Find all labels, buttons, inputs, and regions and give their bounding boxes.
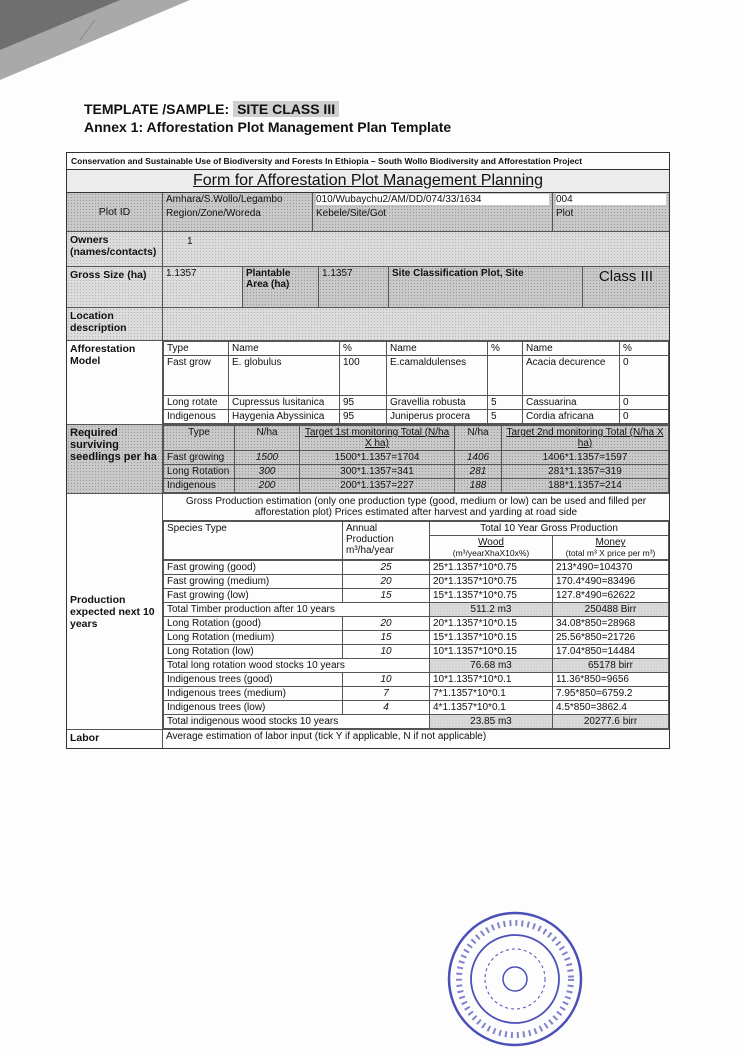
production-cell: 20*1.1357*10*0.15 <box>430 617 553 631</box>
labor-label: Labor <box>67 730 163 748</box>
location-label: Location description <box>67 308 163 340</box>
model-cell: 5 <box>488 396 523 410</box>
model-row <box>164 356 669 396</box>
gross-value: 1.1357 <box>163 267 243 307</box>
plot-code-cell <box>313 193 553 231</box>
production-row-item <box>164 673 669 687</box>
site-class-tag: SITE CLASS III <box>233 101 339 117</box>
location-value <box>163 308 669 340</box>
production-cell: 4.5*850=3862.4 <box>553 701 669 715</box>
production-cell: 20 <box>343 575 430 589</box>
model-cell: Acacia decurence <box>523 356 620 396</box>
production-cell: 15*1.1357*10*0.75 <box>430 589 553 603</box>
model-cell: Gravellia robusta <box>387 396 488 410</box>
model-table <box>163 341 669 424</box>
model-cell: Cupressus lusitanica <box>229 396 340 410</box>
seedling-cell: 300*1.1357=341 <box>300 465 455 479</box>
prod-header-wood-cell <box>430 536 553 560</box>
production-note: Gross Production estimation (only one production type (good, medium or low) can be used and filled per afforestation plot) Prices estimated after harvest and yarding at road side <box>163 494 669 521</box>
seedling-row <box>164 451 669 465</box>
seedling-header: Target 2nd monitoring Total (N/ha X ha) <box>502 426 669 451</box>
seedlings-row <box>67 425 669 494</box>
gross-label: Gross Size (ha) <box>67 267 163 307</box>
production-cell: 34.08*850=28968 <box>553 617 669 631</box>
production-cell: Fast growing (low) <box>164 589 343 603</box>
site-class-label: Site Classification Plot, Site <box>389 267 583 307</box>
model-header: Name <box>229 342 340 356</box>
production-cell: 15 <box>343 589 430 603</box>
project-line: Conservation and Sustainable Use of Biodiversity and Forests In Ethiopia – South Wollo Biodiversity and Afforestation Project <box>67 153 669 170</box>
owners-value: 1 <box>187 236 193 247</box>
production-cell: Fast growing (medium) <box>164 575 343 589</box>
afforestation-label: Afforestation Model <box>67 341 163 424</box>
seedling-cell: 188*1.1357=214 <box>502 479 669 493</box>
prod-header-money: Money <box>595 537 626 548</box>
production-cell: 23.85 m3 <box>430 715 553 729</box>
production-cell: 7*1.1357*10*0.1 <box>430 687 553 701</box>
production-cell: 25 <box>343 561 430 575</box>
production-header-row <box>164 522 669 536</box>
production-cell: 7 <box>343 687 430 701</box>
production-cell: 250488 Birr <box>553 603 669 617</box>
seedling-cell: 1500*1.1357=1704 <box>300 451 455 465</box>
production-cell: Long Rotation (good) <box>164 617 343 631</box>
production-cell: Indigenous trees (low) <box>164 701 343 715</box>
labor-row <box>67 730 669 748</box>
model-cell: Cordia africana <box>523 410 620 424</box>
production-row-item <box>164 575 669 589</box>
production-row <box>67 494 669 730</box>
region-cell <box>163 193 313 231</box>
production-row-item <box>164 617 669 631</box>
production-cell: Indigenous trees (medium) <box>164 687 343 701</box>
plantable-value: 1.1357 <box>319 267 389 307</box>
official-stamp-seal <box>440 904 590 1054</box>
prod-header-money-unit: (total m³ X price per m³) <box>565 548 656 558</box>
production-cell: 25*1.1357*10*0.75 <box>430 561 553 575</box>
page-header <box>84 100 451 136</box>
prod-header-money-cell <box>553 536 669 560</box>
production-row-item <box>164 645 669 659</box>
seedling-header: N/ha <box>235 426 300 451</box>
seedling-row <box>164 465 669 479</box>
production-cell: 4*1.1357*10*0.1 <box>430 701 553 715</box>
location-row <box>67 308 669 341</box>
model-cell: 0 <box>620 396 669 410</box>
kebele-label: Kebele/Site/Got <box>316 208 387 219</box>
production-cell: Long Rotation (medium) <box>164 631 343 645</box>
model-cell: 0 <box>620 410 669 424</box>
model-cell <box>488 356 523 396</box>
production-cell: 213*490=104370 <box>553 561 669 575</box>
model-header: % <box>620 342 669 356</box>
seedlings-label: Required surviving seedlings per ha <box>67 425 163 493</box>
production-cell: Long Rotation (low) <box>164 645 343 659</box>
prod-header-total: Total 10 Year Gross Production <box>430 522 669 536</box>
production-cell: 10 <box>343 673 430 687</box>
owners-label: Owners (names/contacts) <box>67 232 163 266</box>
production-label-cell <box>67 494 163 729</box>
production-label: Production expected next 10 years <box>70 593 155 630</box>
site-class-value: Class III <box>583 267 669 307</box>
seedling-header: Target 1st monitoring Total (N/ha X ha) <box>300 426 455 451</box>
seedling-cell: Fast growing <box>164 451 235 465</box>
production-cell: 127.8*490=62622 <box>553 589 669 603</box>
production-cell: Total Timber production after 10 years <box>164 603 430 617</box>
prod-header-annual: Annual Production m³/ha/year <box>343 522 430 560</box>
model-row <box>164 410 669 424</box>
seedling-row <box>164 479 669 493</box>
seedling-cell: Long Rotation <box>164 465 235 479</box>
model-cell: 95 <box>340 396 387 410</box>
production-cell: 25.56*850=21726 <box>553 631 669 645</box>
afforestation-row <box>67 341 669 425</box>
model-cell: Cassuarina <box>523 396 620 410</box>
model-cell: Fast grow <box>164 356 229 396</box>
prod-header-species: Species Type <box>164 522 343 560</box>
production-cell: 15 <box>343 631 430 645</box>
model-cell: 5 <box>488 410 523 424</box>
seedling-header: Type <box>164 426 235 451</box>
production-cell: 20*1.1357*10*0.75 <box>430 575 553 589</box>
model-cell: E.camaldulenses <box>387 356 488 396</box>
seedling-cell: 1500 <box>235 451 300 465</box>
production-cell: 10*1.1357*10*0.15 <box>430 645 553 659</box>
template-line <box>84 100 451 118</box>
model-cell: 100 <box>340 356 387 396</box>
template-label: TEMPLATE /SAMPLE: <box>84 101 230 117</box>
seedling-cell: 281 <box>455 465 502 479</box>
production-cell: 65178 birr <box>553 659 669 673</box>
model-cell: Juniperus procera <box>387 410 488 424</box>
seedling-table-wrap <box>163 425 669 493</box>
plot-id-label: Plot ID <box>67 193 163 231</box>
production-row-item <box>164 631 669 645</box>
plot-label: Plot <box>556 208 574 219</box>
model-cell: Indigenous <box>164 410 229 424</box>
owners-row <box>67 232 669 267</box>
labor-value: Average estimation of labor input (tick Y if applicable, N if not applicable) <box>166 731 487 742</box>
production-cell: 20277.6 birr <box>553 715 669 729</box>
production-cell: Total indigenous wood stocks 10 years <box>164 715 430 729</box>
plot-no: 004 <box>556 194 666 205</box>
region-label: Region/Zone/Woreda <box>166 208 261 219</box>
production-cell: 17.04*850=14484 <box>553 645 669 659</box>
production-table <box>163 521 669 560</box>
model-header: Name <box>387 342 488 356</box>
model-cell: 95 <box>340 410 387 424</box>
production-row-item <box>164 687 669 701</box>
production-cell: 15*1.1357*10*0.15 <box>430 631 553 645</box>
gross-row <box>67 267 669 308</box>
seedling-cell: 200*1.1357=227 <box>300 479 455 493</box>
prod-header-wood: Wood <box>478 537 504 548</box>
production-cell: Fast growing (good) <box>164 561 343 575</box>
model-header-row <box>164 342 669 356</box>
model-header: Name <box>523 342 620 356</box>
model-cell: E. globulus <box>229 356 340 396</box>
model-header: % <box>488 342 523 356</box>
seedling-header-row <box>164 426 669 451</box>
seedling-table <box>163 425 669 493</box>
seedling-cell: 1406*1.1357=1597 <box>502 451 669 465</box>
plot-no-cell <box>553 193 669 231</box>
production-cell: 10 <box>343 645 430 659</box>
model-cell: 0 <box>620 356 669 396</box>
seedling-cell: 300 <box>235 465 300 479</box>
model-header: Type <box>164 342 229 356</box>
production-row-item <box>164 561 669 575</box>
production-row-item <box>164 589 669 603</box>
production-total-row <box>164 659 669 673</box>
production-cell: 170.4*490=83496 <box>553 575 669 589</box>
production-cell: 11.36*850=9656 <box>553 673 669 687</box>
seedling-header: N/ha <box>455 426 502 451</box>
production-cell: Indigenous trees (good) <box>164 673 343 687</box>
production-total-row <box>164 715 669 729</box>
model-table-wrap <box>163 341 669 424</box>
seedling-cell: Indigenous <box>164 479 235 493</box>
region-value: Amhara/S.Wollo/Legambo <box>166 194 283 205</box>
production-total-row <box>164 603 669 617</box>
production-table-wrap <box>163 494 669 729</box>
seedling-cell: 1406 <box>455 451 502 465</box>
production-cell: 511.2 m3 <box>430 603 553 617</box>
prod-header-wood-unit: (m³/yearXhaX10x%) <box>452 548 530 558</box>
production-cell: Total long rotation wood stocks 10 years <box>164 659 430 673</box>
plantable-label: Plantable Area (ha) <box>243 267 319 307</box>
production-body-table <box>163 560 669 729</box>
production-cell: 4 <box>343 701 430 715</box>
model-cell: Long rotate <box>164 396 229 410</box>
production-row-item <box>164 701 669 715</box>
seedling-cell: 281*1.1357=319 <box>502 465 669 479</box>
production-cell: 10*1.1357*10*0.1 <box>430 673 553 687</box>
model-cell: Haygenia Abyssinica <box>229 410 340 424</box>
production-cell: 76.68 m3 <box>430 659 553 673</box>
production-cell: 7.95*850=6759.2 <box>553 687 669 701</box>
plot-code: 010/Wubaychu2/AM/DD/074/33/1634 <box>316 194 549 205</box>
form-title: Form for Afforestation Plot Management Planning <box>67 170 669 193</box>
plot-id-row <box>67 193 669 232</box>
annex-title: Annex 1: Afforestation Plot Management Plan Template <box>84 119 452 135</box>
plan-form <box>66 152 670 749</box>
seedling-cell: 200 <box>235 479 300 493</box>
production-cell: 20 <box>343 617 430 631</box>
model-row <box>164 396 669 410</box>
seedling-cell: 188 <box>455 479 502 493</box>
model-header: % <box>340 342 387 356</box>
